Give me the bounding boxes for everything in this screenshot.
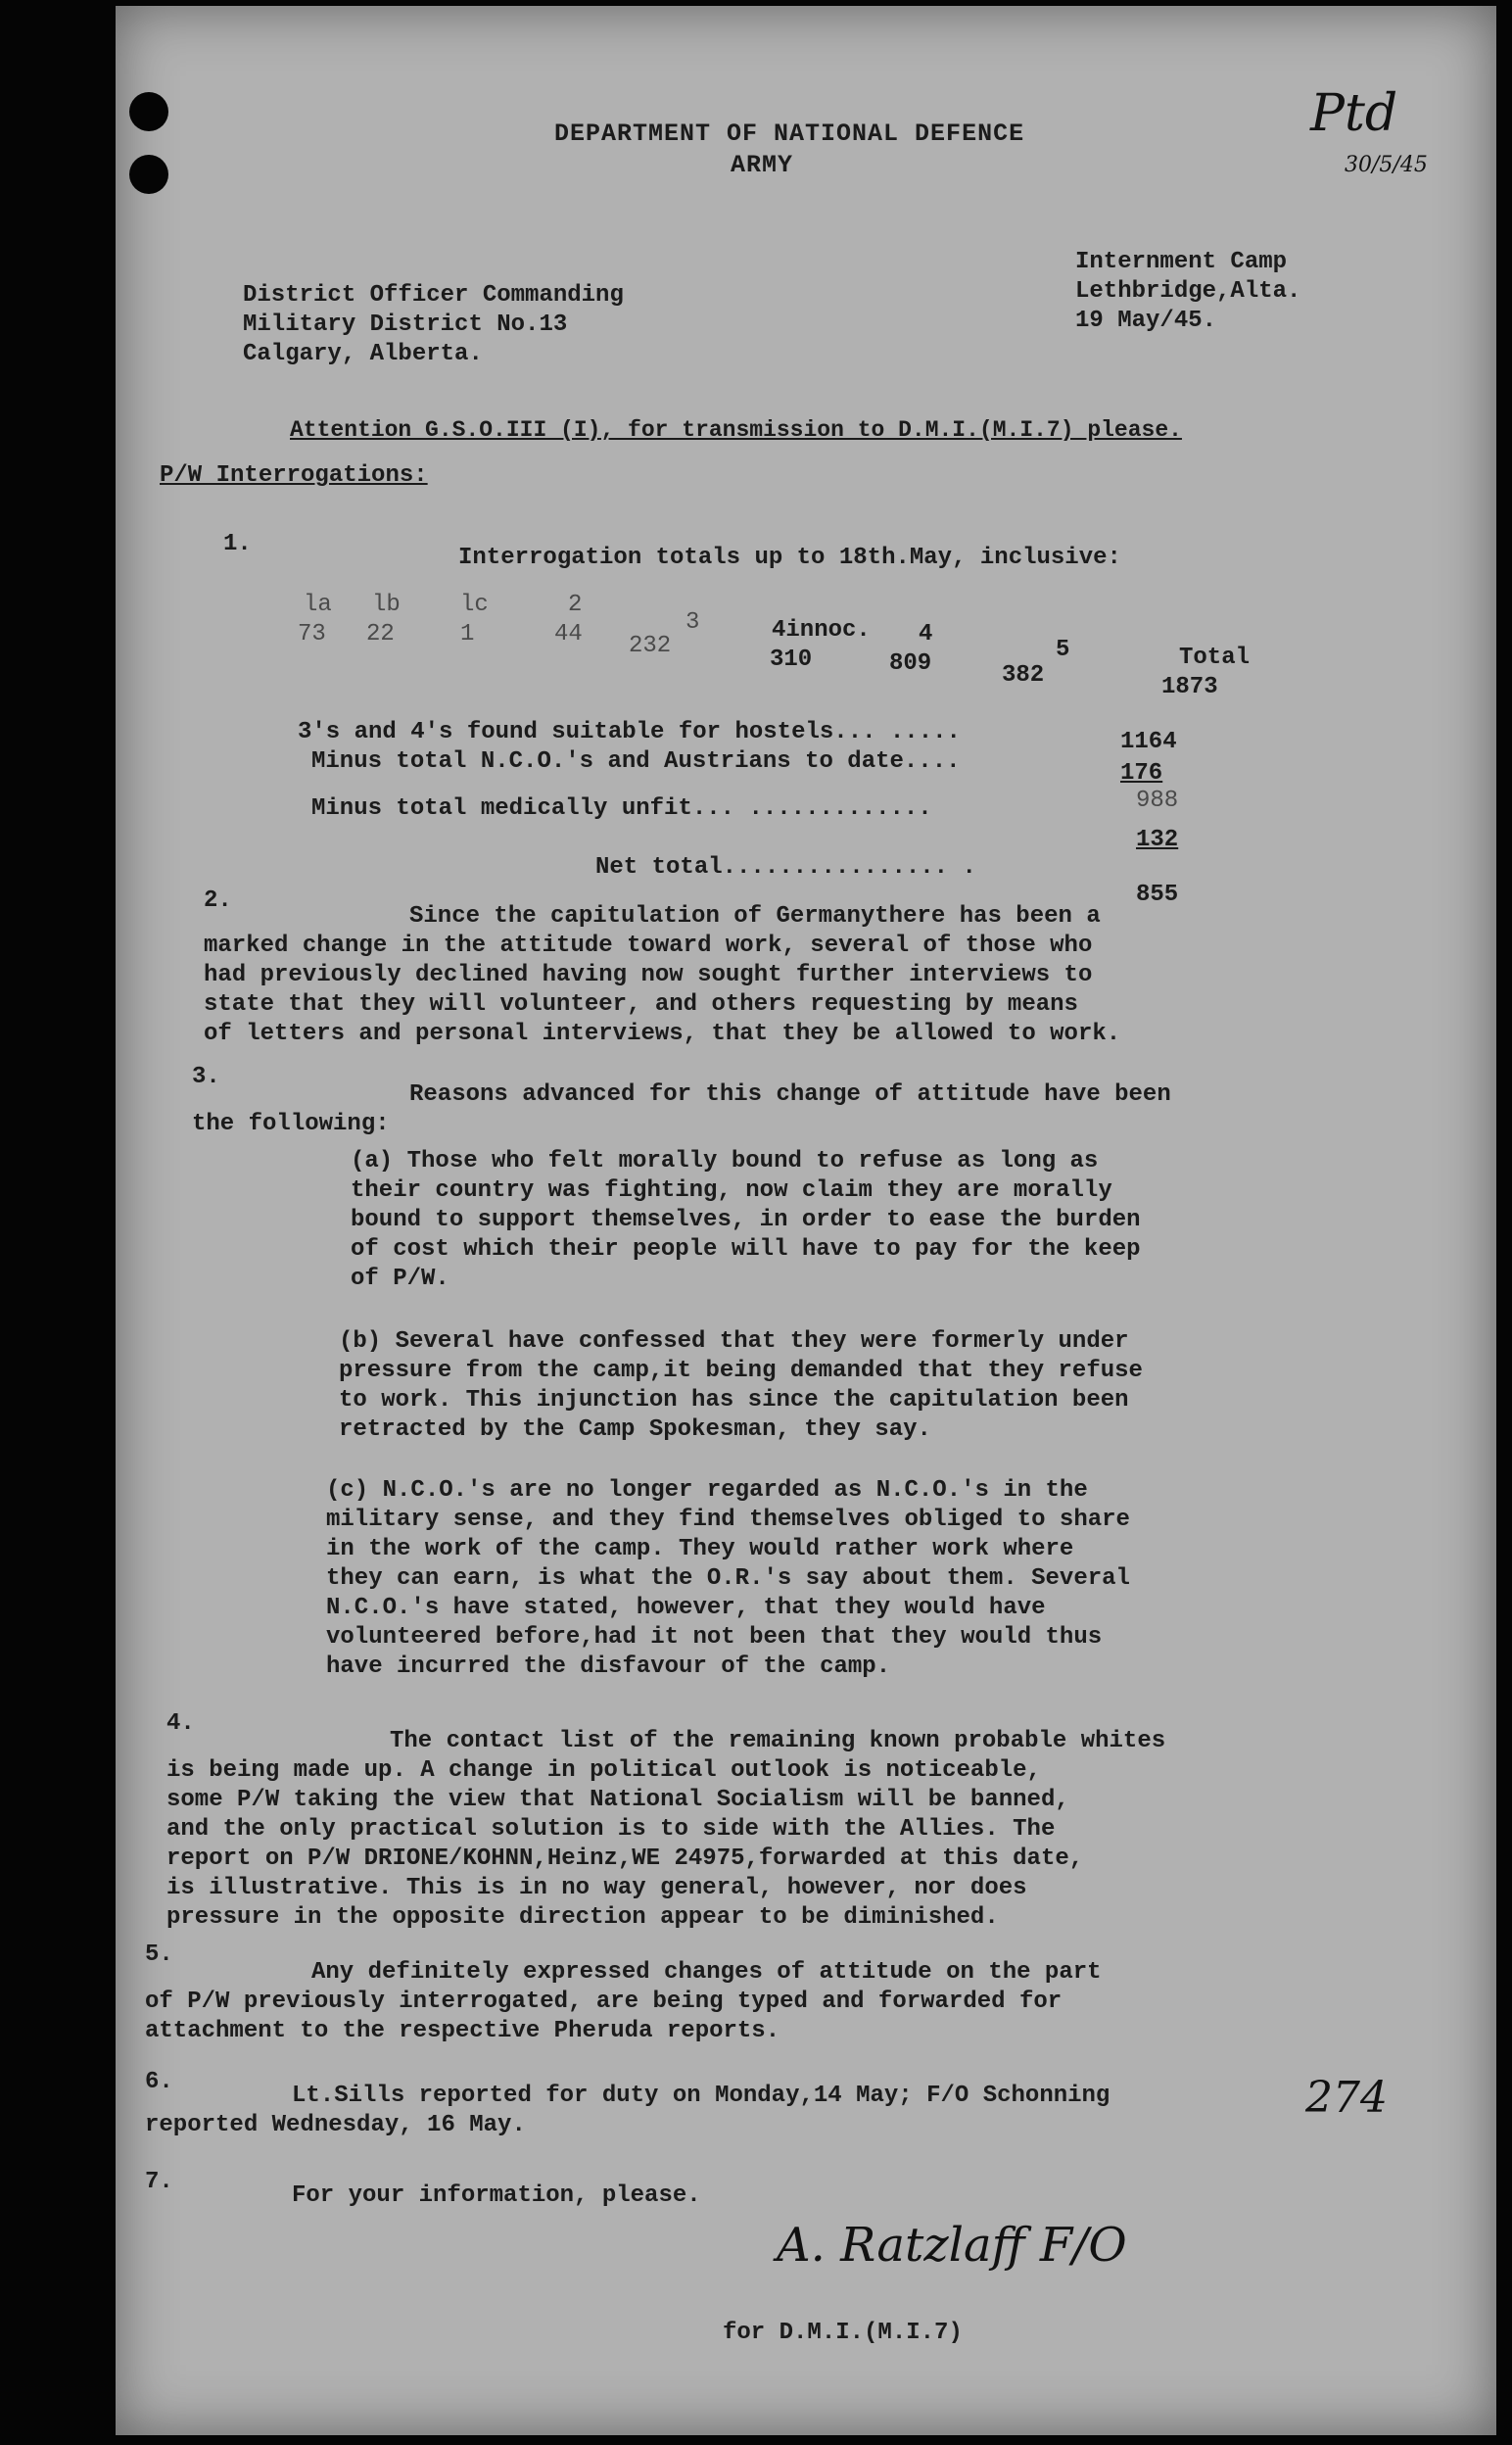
calc-value: 988 [1136, 788, 1179, 814]
paragraph-line: Lt.Sills reported for duty on Monday,14 May; F/O Schonning [292, 2083, 1110, 2109]
paragraph-line: report on P/W DRIONE/KOHNN,Heinz,WE 24975,forwarded at this date, [166, 1846, 1084, 1872]
category-label: lb [372, 592, 401, 618]
category-value: 73 [298, 621, 326, 647]
paragraph-line: The contact list of the remaining known probable whites [390, 1728, 1166, 1754]
calc-value: 132 [1136, 827, 1179, 853]
paragraph-line: and the only practical solution is to side with the Allies. The [166, 1816, 1056, 1843]
paragraph-line: the following: [192, 1111, 390, 1137]
paragraph-line: marked change in the attitude toward work, several of those who [204, 933, 1093, 959]
paragraph-line: some P/W taking the view that National Socialism will be banned, [166, 1787, 1069, 1813]
sender-line-1: Internment Camp [1075, 249, 1288, 275]
department-title: DEPARTMENT OF NATIONAL DEFENCE [554, 120, 1025, 148]
paragraph-line: retracted by the Camp Spokesman, they say. [339, 1416, 931, 1443]
paragraph-line: (b) Several have confessed that they were formerly under [339, 1328, 1129, 1355]
paragraph-line: bound to support themselves, in order to ease the burden [351, 1207, 1141, 1233]
letter-date: 19 May/45. [1075, 308, 1217, 334]
paragraph-line: Reasons advanced for this change of attitude have been [409, 1081, 1171, 1108]
category-label: 4innoc. [772, 617, 871, 644]
total-value: 1873 [1161, 674, 1218, 700]
category-label: 3 [685, 609, 700, 636]
total-label: Total [1179, 645, 1251, 671]
handwritten-initials: Ptd [1310, 84, 1398, 143]
paragraph-line: in the work of the camp. They would rather work where [326, 1536, 1074, 1562]
paragraph-line: have incurred the disfavour of the camp. [326, 1654, 891, 1680]
section-number: 2. [204, 887, 232, 914]
paragraph-line: attachment to the respective Pheruda reports. [145, 2018, 780, 2044]
paragraph-line: Any definitely expressed changes of attitude on the part [311, 1959, 1102, 1986]
closing-line: For your information, please. [292, 2182, 701, 2209]
calc-text: Net total................ . [595, 854, 976, 881]
page-number: 274 [1305, 2073, 1388, 2123]
paragraph-line: pressure from the camp,it being demanded that they refuse [339, 1358, 1143, 1384]
paragraph-line: (a) Those who felt morally bound to refuse as long as [351, 1148, 1099, 1175]
paragraph-line: reported Wednesday, 16 May. [145, 2112, 526, 2138]
signature: A. Ratzlaff F/O [777, 2218, 1127, 2273]
category-label: 2 [568, 592, 583, 618]
attention-line: Attention G.S.O.III (I), for transmission to D.M.I.(M.I.7) please. [290, 417, 1182, 443]
section-heading: Interrogation totals up to 18th.May, inclusive: [458, 545, 1121, 571]
paragraph-line: pressure in the opposite direction appear to be diminished. [166, 1904, 999, 1931]
paragraph-line: military sense, and they find themselves obliged to share [326, 1507, 1130, 1533]
section-number: 5. [145, 1942, 173, 1968]
handwritten-ref: 30/5/45 [1345, 153, 1428, 177]
paragraph-line: of P/W. [351, 1266, 449, 1292]
category-label: lc [460, 592, 489, 618]
punch-hole [129, 92, 168, 131]
section-number: 4. [166, 1710, 195, 1737]
section-number: 6. [145, 2069, 173, 2095]
punch-hole [129, 155, 168, 194]
paragraph-line: of letters and personal interviews, that they be allowed to work. [204, 1021, 1121, 1047]
paragraph-line: Since the capitulation of Germanythere has been a [409, 903, 1101, 930]
calc-text: Minus total N.C.O.'s and Austrians to date.... [311, 748, 961, 775]
paragraph-line: they can earn, is what the O.R.'s say about them. Several [326, 1565, 1130, 1592]
category-label: la [304, 592, 332, 618]
category-value: 1 [460, 621, 475, 647]
category-value: 44 [554, 621, 583, 647]
recipient-line-2: Military District No.13 [243, 312, 568, 338]
category-value: 310 [770, 647, 813, 673]
paragraph-line: had previously declined having now sought further interviews to [204, 962, 1093, 988]
paragraph-line: to work. This injunction has since the capitulation been [339, 1387, 1129, 1414]
paragraph-line: their country was fighting, now claim they are morally [351, 1177, 1112, 1204]
category-value: 232 [629, 633, 672, 659]
calc-value: 1164 [1120, 729, 1177, 755]
paragraph-line: of cost which their people will have to pay for the keep [351, 1236, 1141, 1263]
signature-for-line: for D.M.I.(M.I.7) [723, 2320, 963, 2346]
category-value: 22 [366, 621, 395, 647]
section-number: 1. [223, 531, 252, 557]
recipient-line-3: Calgary, Alberta. [243, 341, 483, 367]
subject-line: P/W Interrogations: [160, 462, 428, 489]
section-number: 3. [192, 1064, 220, 1090]
paragraph-line: volunteered before,had it not been that they would thus [326, 1624, 1103, 1651]
paragraph-line: state that they will volunteer, and others requesting by means [204, 991, 1078, 1018]
letter-page [116, 6, 1496, 2435]
paragraph-line: N.C.O.'s have stated, however, that they would have [326, 1595, 1046, 1621]
paragraph-line: is being made up. A change in political outlook is noticeable, [166, 1757, 1041, 1784]
calc-text: 3's and 4's found suitable for hostels... ..... [298, 719, 961, 745]
calc-value: 855 [1136, 882, 1179, 908]
paragraph-line: is illustrative. This is in no way general, however, nor does [166, 1875, 1027, 1901]
category-value: 809 [889, 650, 932, 677]
section-number: 7. [145, 2169, 173, 2195]
category-value: 382 [1002, 662, 1045, 689]
category-label: 5 [1056, 637, 1070, 663]
category-label: 4 [919, 621, 933, 647]
paragraph-line: of P/W previously interrogated, are being typed and forwarded for [145, 1989, 1063, 2015]
paragraph-line: (c) N.C.O.'s are no longer regarded as N.C.O.'s in the [326, 1477, 1088, 1504]
branch-title: ARMY [731, 151, 794, 179]
sender-line-2: Lethbridge,Alta. [1075, 278, 1301, 305]
calc-text: Minus total medically unfit... ............. [311, 795, 932, 822]
recipient-line-1: District Officer Commanding [243, 282, 624, 309]
calc-value: 176 [1120, 760, 1163, 787]
